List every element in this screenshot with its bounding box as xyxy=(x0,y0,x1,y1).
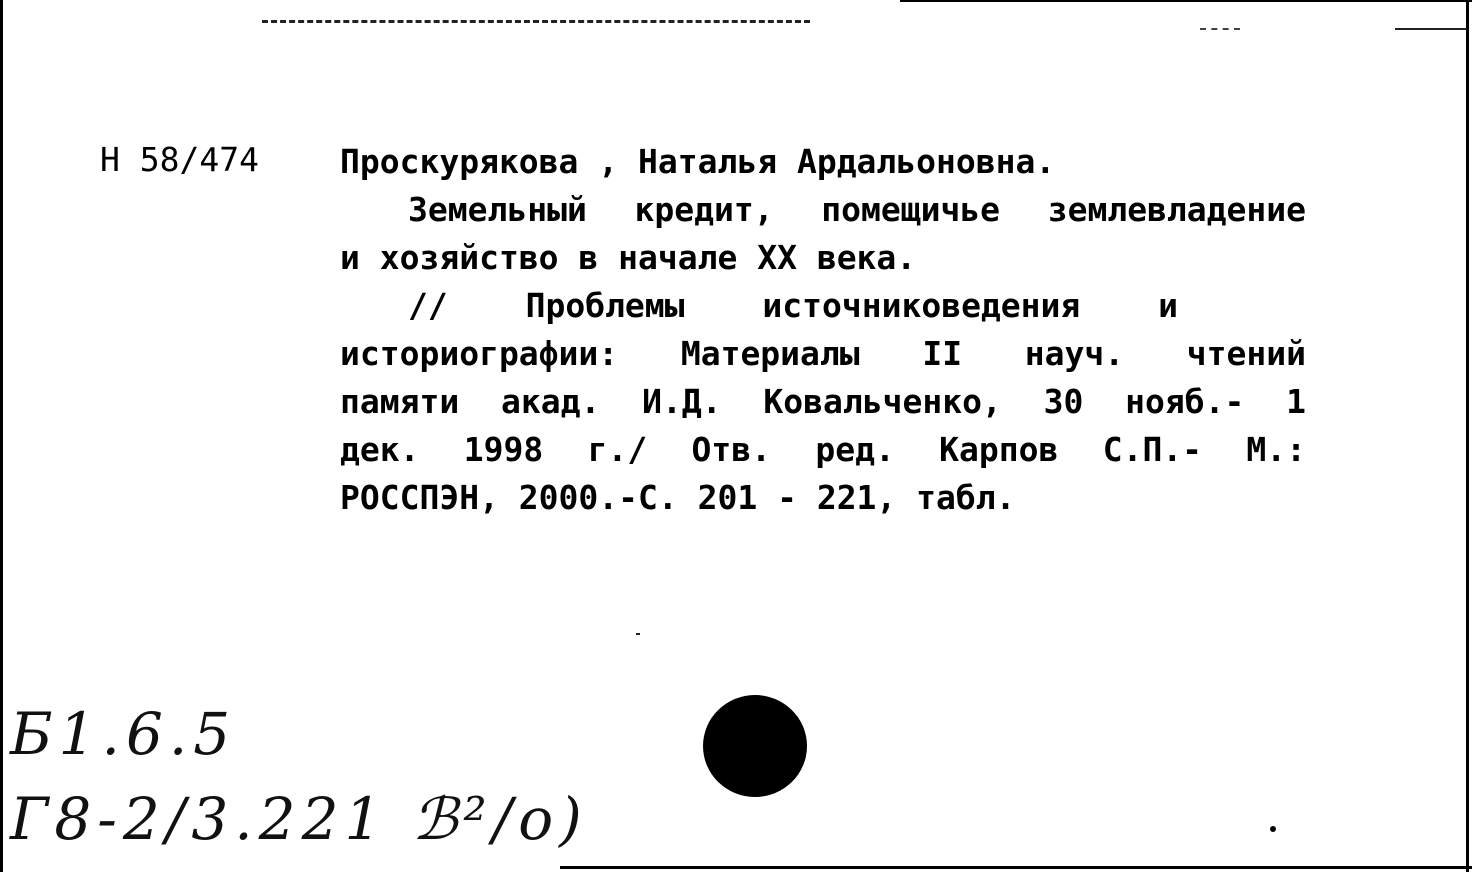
bibliographic-entry xyxy=(340,138,1306,522)
handwritten-call-number: Г8-2/3.221 ℬ²/о) xyxy=(10,785,588,853)
title-line: Земельный кредит, помещичье землевладение xyxy=(408,190,1306,229)
punch-hole xyxy=(703,695,807,797)
author-line: Проскурякова , Наталья Ардальоновна. xyxy=(340,142,1056,181)
source-line: историографии: Материалы II науч. чтений xyxy=(340,334,1306,373)
source-line: // Проблемы источниковедения и xyxy=(408,286,1178,325)
title-line: и хозяйство в начале XX века. xyxy=(340,238,917,277)
handwritten-classification: Б1.6.5 xyxy=(10,700,237,768)
card-left-edge xyxy=(0,0,3,872)
shelfmark: Н 58/474 xyxy=(100,140,259,179)
source-line: РОССПЭН, 2000.-С. 201 - 221, табл. xyxy=(340,478,1016,517)
card-right-edge xyxy=(1466,0,1469,872)
card-top-edge xyxy=(900,0,1472,2)
source-line: дек. 1998 г./ Отв. ред. Карпов С.П.- М.: xyxy=(340,430,1306,469)
scan-artifact-dash xyxy=(262,20,810,23)
source-line: памяти акад. И.Д. Ковальченко, 30 нояб.- 1 xyxy=(340,382,1306,421)
scan-speck xyxy=(1270,826,1276,832)
scan-artifact-dash xyxy=(1200,28,1240,30)
scan-artifact-dash xyxy=(1395,28,1467,30)
card-bottom-edge xyxy=(560,866,1472,869)
scan-speck xyxy=(636,633,640,635)
